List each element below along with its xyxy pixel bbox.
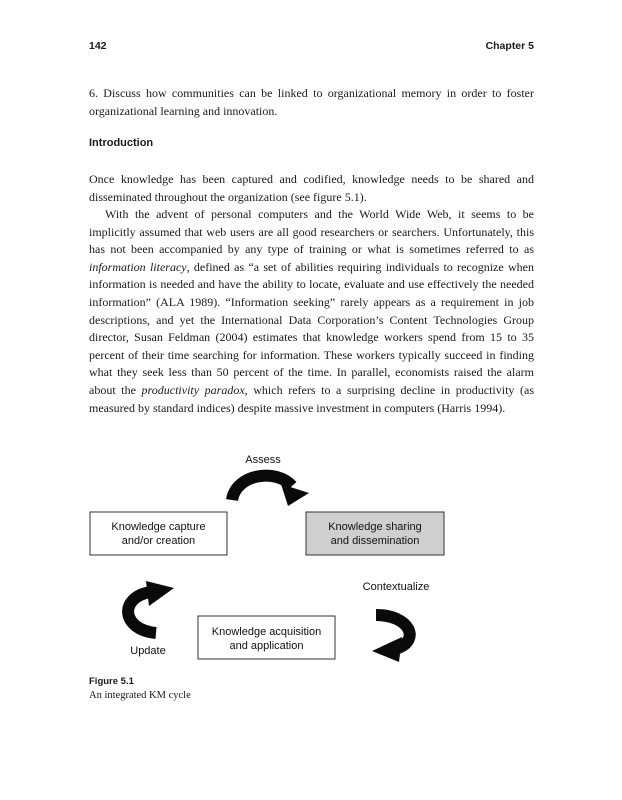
paragraph-2-part-1: With the advent of personal computers and the World Wide Web, it seems to be implicitly assumed that web users are all good researchers or searchers. Unfortunately, this has not been accompanied by any type of training or what is sometimes referred to as [89, 207, 534, 257]
knowledge-capture-box [90, 512, 227, 555]
discussion-question-6: 6. Discuss how communities can be linked to organizational memory in order to foster organizational learning and innovation. [89, 86, 534, 118]
assess-arrow-icon [232, 476, 309, 506]
assess-label: Assess [245, 454, 281, 466]
knowledge-sharing-box [306, 512, 444, 555]
contextualize-label: Contextualize [362, 581, 430, 593]
update-arrow-icon [128, 581, 174, 633]
sharing-box-line2: and dissemination [330, 535, 420, 547]
paragraph-1: Once knowledge has been captured and codified, knowledge needs to be shared and disseminated throughout the organization (see figure 5.1). [89, 172, 534, 204]
update-label: Update [130, 645, 166, 657]
page-number: 142 [89, 40, 107, 52]
capture-box-line2: and/or creation [121, 535, 196, 547]
paragraph-2-part-3: , which refers to a surprising decline in productivity (as measured by standard indices) despite massive investment in computers (Harris 1994). [89, 382, 534, 415]
capture-box-line1: Knowledge capture [111, 521, 206, 533]
term-productivity-paradox: productivity paradox [141, 382, 245, 397]
section-heading-introduction: Introduction [89, 137, 154, 149]
figure-caption-label: Figure 5.1 [89, 676, 134, 687]
paragraph-2 [89, 206, 534, 417]
sharing-box-line1: Knowledge sharing [328, 521, 422, 533]
chapter-title: Chapter 5 [485, 40, 534, 52]
paragraph-2-part-2: , defined as “a set of abilities requiring individuals to recognize when information is needed and have the ability to locate, evaluate and use effectively the needed information” (ALA 1989). “Information seeking” rarely appears as a requirement in job descriptions, and yet the International Data Corporation’s Content Technologies Group director, Susan Feldman (2004) estimates that knowledge workers spend from 15 to 35 percent of their time searching for information. These workers typically succeed in finding what they seek less than 50 percent of the time. In parallel, economists raised the alarm about the [89, 259, 534, 397]
contextualize-arrow-icon [372, 615, 410, 662]
term-information-literacy: information literacy [89, 259, 187, 274]
knowledge-acquisition-box [198, 616, 335, 659]
figure-caption-text: An integrated KM cycle [89, 690, 191, 701]
km-cycle-diagram [0, 440, 622, 680]
acquisition-box-line2: and application [229, 640, 304, 652]
acquisition-box-line1: Knowledge acquisition [211, 626, 322, 638]
